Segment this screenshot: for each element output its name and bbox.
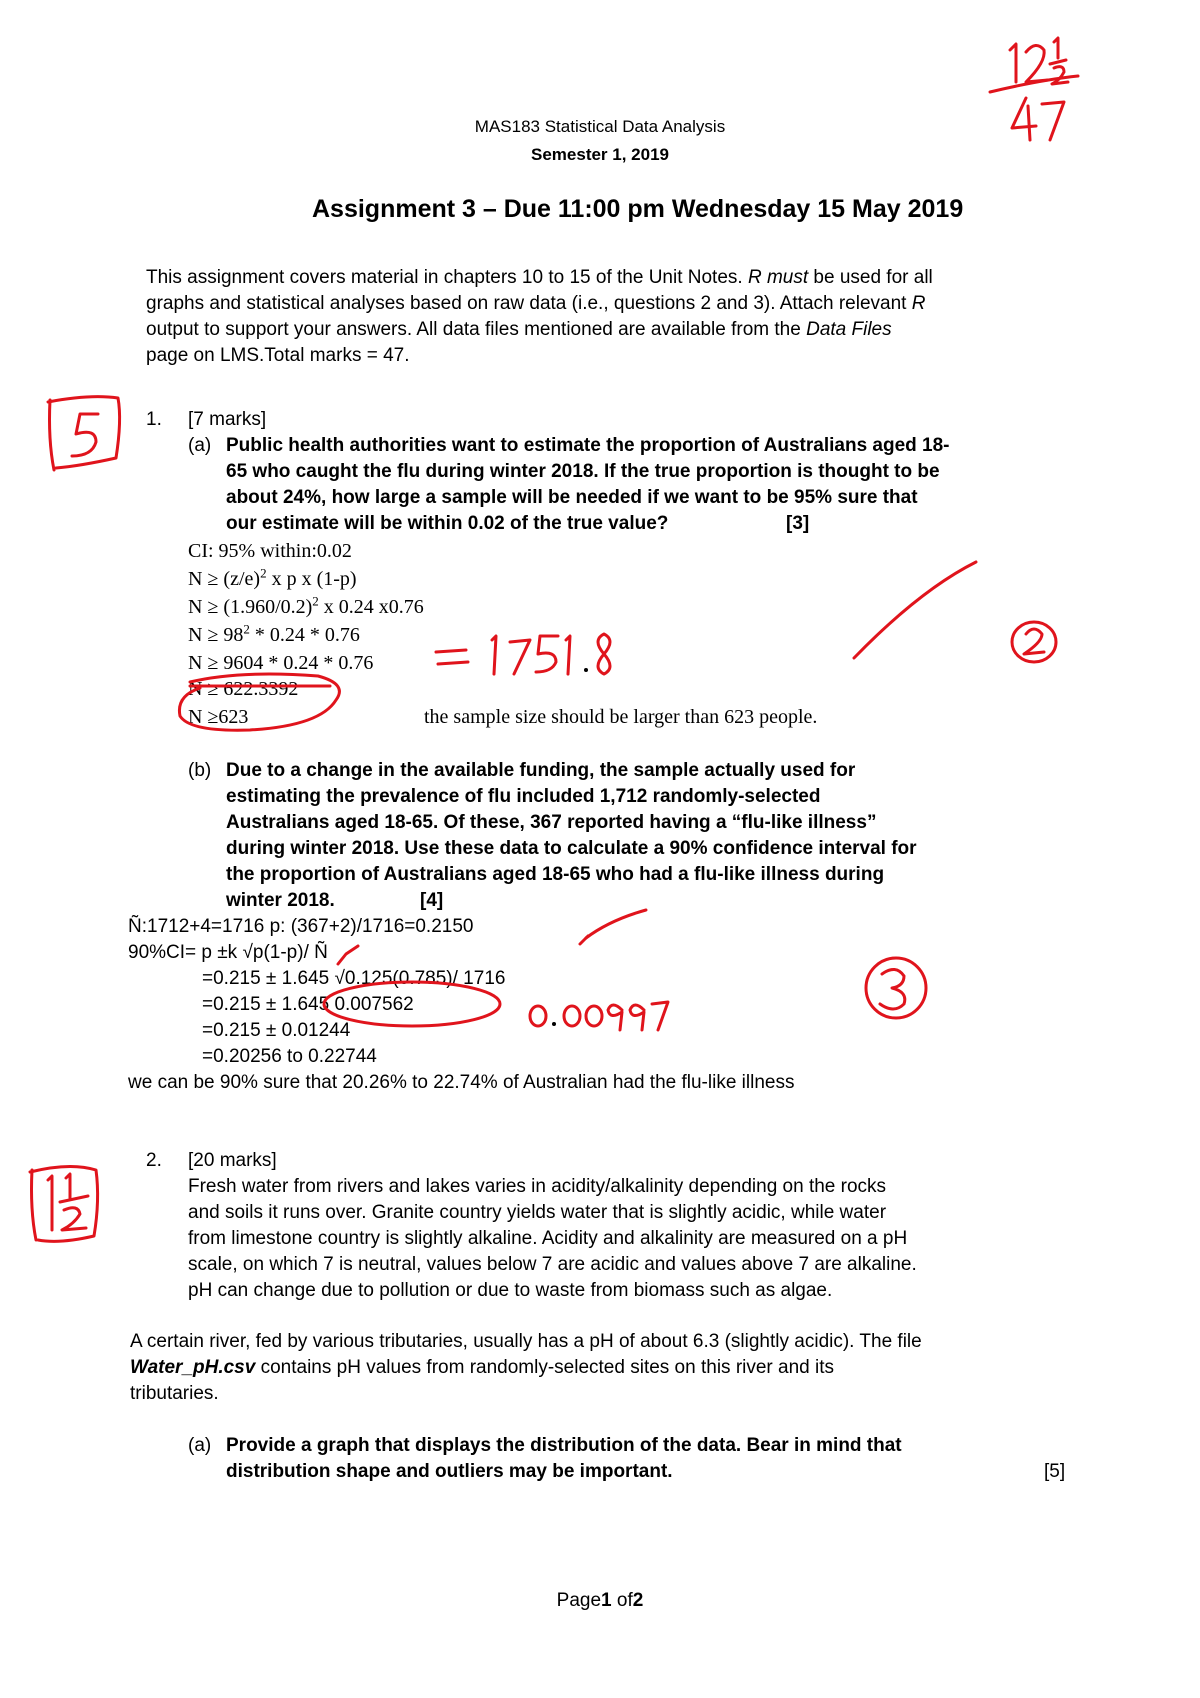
question-2-text: from limestone country is slightly alkaline. Acidity and alkalinity are measured on a pH [188, 1228, 908, 1249]
formula-text: N ≥ (1.960/0.2) [188, 596, 313, 618]
answer-1a-conclusion: the sample size should be larger than 623 people. [424, 706, 818, 728]
intro-emphasis: R [911, 293, 926, 314]
check-mark [338, 946, 358, 964]
intro-text: This assignment covers material in chapters 10 to 15 of the Unit Notes. [146, 267, 748, 288]
question-2-text: contains pH values from randomly-selected sites on this river and its [255, 1357, 835, 1378]
page-of-label: of [611, 1590, 633, 1611]
question-2a-line: Provide a graph that displays the distribution of the data. Bear in mind that [226, 1435, 902, 1456]
question-1b-line: during winter 2018. Use these data to calculate a 90% confidence interval for [226, 838, 917, 859]
question-1a-label: (a) [188, 435, 212, 456]
formula-text: N ≥ (z/e) [188, 568, 261, 590]
formula-exponent: 2 [312, 593, 319, 609]
answer-1a-work [188, 622, 360, 648]
semester-label: Semester 1, 2019 [531, 145, 669, 164]
check-mark [586, 910, 646, 938]
question-2-number: 2. [146, 1150, 162, 1171]
question-2-marks: [20 marks] [188, 1150, 277, 1171]
answer-1a-result: N ≥623 [188, 706, 249, 728]
answer-1b-work: =0.215 ± 1.645 √0.125(0.785)/ 1716 [202, 968, 506, 989]
question-1b-line: Australians aged 18-65. Of these, 367 reported having a “flu-like illness” [226, 812, 877, 833]
intro-line-4: page on LMS.Total marks = 47. [146, 345, 410, 366]
intro-text: output to support your answers. All data files mentioned are available from the [146, 319, 807, 340]
answer-1b-work: 90%CI= p ±k √p(1-p)/ Ñ [128, 942, 328, 963]
answer-1a-work [188, 594, 424, 620]
formula-exponent: 2 [243, 621, 250, 637]
question-1b-line: winter 2018. [226, 890, 335, 911]
question-2a-marks: [5] [1044, 1461, 1066, 1482]
question-2-context [130, 1355, 834, 1381]
question-1a-score-mark [1012, 622, 1056, 662]
formula-text: x 0.24 x0.76 [318, 596, 424, 618]
answer-1a-work [188, 566, 357, 592]
data-file-name: Water_pH.csv [130, 1357, 256, 1378]
formula-text: N ≥ 98 [188, 624, 244, 646]
intro-text: graphs and statistical analyses based on raw data (i.e., questions 2 and 3). Attach relevant [146, 293, 912, 314]
page-label: Page [556, 1590, 602, 1611]
check-mark [854, 562, 976, 658]
question-1-marks: [7 marks] [188, 409, 267, 430]
question-1b-score-mark [866, 958, 926, 1018]
question-2-text: pH can change due to pollution or due to waste from biomass such as algae. [188, 1280, 833, 1301]
question-1b-marks: [4] [420, 890, 444, 911]
question-2-text: and soils it runs over. Granite country yields water that is slightly acidic, while water [188, 1202, 887, 1223]
question-1b-label: (b) [188, 760, 212, 781]
question-1a-line: Public health authorities want to estimate the proportion of Australians aged 18- [226, 435, 950, 456]
intro-text: be used for all [808, 267, 933, 288]
answer-1b-work: Ñ:1712+4=1716 p: (367+2)/1716=0.2150 [128, 916, 474, 937]
question-2-context: A certain river, fed by various tributaries, usually has a pH of about 6.3 (slightly acidic). The file [130, 1331, 922, 1352]
question-1-score-mark [48, 397, 120, 470]
question-1a-line: 65 who caught the flu during winter 2018. If the true proportion is thought to be [226, 461, 940, 482]
question-1-number: 1. [146, 409, 162, 430]
question-1a-line: our estimate will be within 0.02 of the true value? [226, 513, 669, 534]
question-1b-line: estimating the prevalence of flu included 1,712 randomly-selected [226, 786, 821, 807]
intro-emphasis: R must [747, 267, 809, 288]
answer-1b-work: =0.20256 to 0.22744 [202, 1046, 377, 1067]
page-total: 2 [632, 1590, 644, 1611]
question-1b-line: Due to a change in the available funding, the sample actually used for [226, 760, 856, 781]
question-2a-label: (a) [188, 1435, 212, 1456]
question-1b-line: the proportion of Australians aged 18-65 who had a flu-like illness during [226, 864, 885, 885]
formula-text: x p x (1-p) [266, 568, 357, 590]
answer-1a-work: N ≥ 622.3392 [188, 678, 299, 700]
answer-1b-correction-mark [530, 1002, 668, 1030]
answer-1b-work: =0.215 ± 1.645 0.007562 [202, 994, 414, 1015]
question-2-text: scale, on which 7 is neutral, values below 7 are acidic and values above 7 are alkaline. [188, 1254, 917, 1275]
question-1a-line: about 24%, how large a sample will be needed if we want to be 95% sure that [226, 487, 918, 508]
intro-emphasis: Data Files [806, 319, 892, 340]
page-title: Assignment 3 – Due 11:00 pm Wednesday 15 May 2019 [312, 195, 964, 223]
answer-1a-work: CI: 95% within:0.02 [188, 540, 352, 562]
question-2-text: Fresh water from rivers and lakes varies in acidity/alkalinity depending on the rocks [188, 1176, 887, 1197]
intro-line-3 [146, 317, 892, 343]
formula-exponent: 2 [260, 565, 267, 581]
page-number [0, 1588, 1200, 1614]
intro-line-2 [146, 291, 925, 317]
page-current: 1 [601, 1590, 612, 1611]
question-2a-line: distribution shape and outliers may be important. [226, 1461, 673, 1482]
answer-1b-work: =0.215 ± 0.01244 [202, 1020, 351, 1041]
answer-1a-work: N ≥ 9604 * 0.24 * 0.76 [188, 652, 374, 674]
intro-line-1 [146, 265, 933, 291]
answer-1b-conclusion: we can be 90% sure that 20.26% to 22.74% of Australian had the flu-like illness [128, 1072, 795, 1093]
question-2-context: tributaries. [130, 1383, 219, 1404]
answer-1a-correction-mark [436, 634, 610, 674]
question-1a-marks: [3] [786, 513, 810, 534]
formula-text: * 0.24 * 0.76 [249, 624, 360, 646]
course-name: MAS183 Statistical Data Analysis [474, 117, 726, 136]
question-2-score-mark [30, 1166, 98, 1241]
check-mark [580, 936, 588, 944]
